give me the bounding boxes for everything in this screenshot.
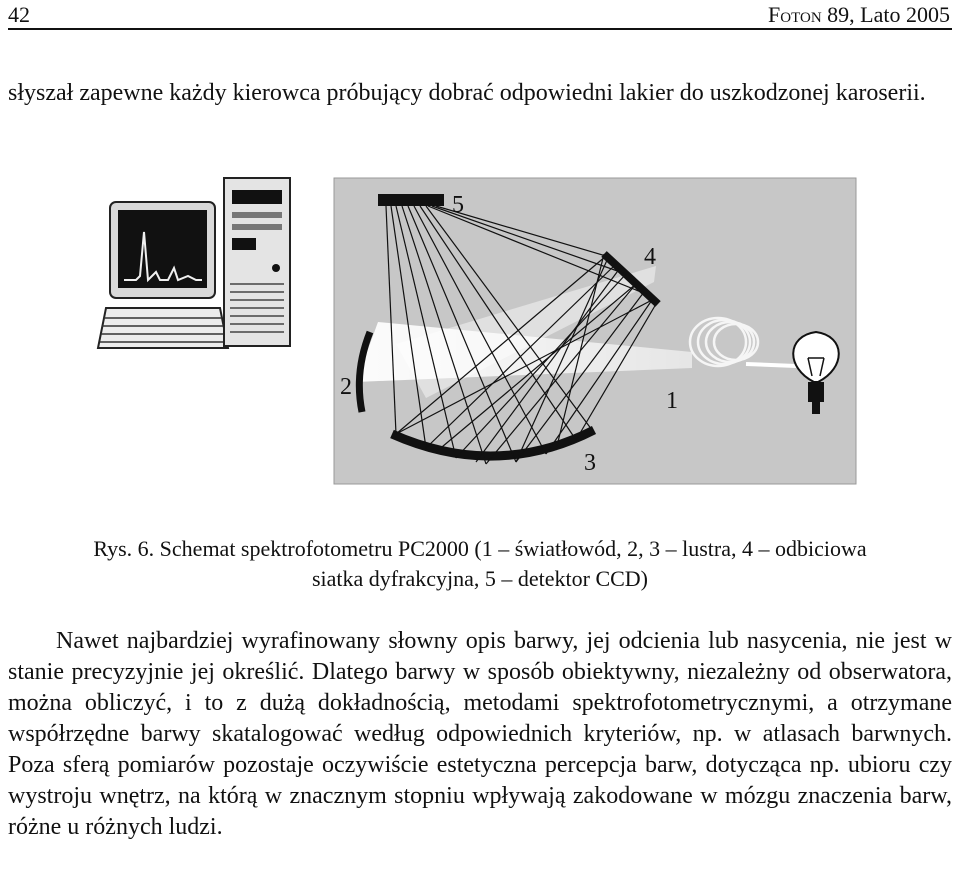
label-5: 5 bbox=[452, 192, 464, 218]
ccd-detector bbox=[378, 194, 444, 206]
journal-issue: 89, Lato 2005 bbox=[821, 2, 950, 27]
computer-tower-icon bbox=[224, 178, 290, 346]
spectrophotometer-figure bbox=[96, 172, 864, 492]
figure-diagram bbox=[96, 172, 864, 492]
journal-name: Foton bbox=[768, 2, 822, 27]
label-1: 1 bbox=[666, 388, 678, 414]
label-4: 4 bbox=[644, 244, 656, 270]
monitor-icon bbox=[110, 202, 215, 298]
journal-title bbox=[768, 2, 950, 28]
caption-line-1: Rys. 6. Schemat spektrofotometru PC2000 (1 – światłowód, 2, 3 – lustra, 4 – odbiciowa bbox=[93, 536, 867, 561]
fiber-beam bbox=[746, 364, 796, 366]
paragraph-main: Nawet najbardziej wyrafinowany słowny opis barwy, jej odcienia lub nasycenia, nie jest w stanie precyzyjnie jej określić. Dlatego barwy w sposób obiektywny, niezależny od obserwatora, można obliczyć, i to z dużą dokładnością, metodami spektrofotometrycznymi, a otrzymane współrzędne barwy skatalogować według odpowiednich kryteriów, np. w atlasach barwnych. Poza sferą pomiarów pozostaje oczywiście estetyczna percepcja barw, dotycząca np. ubioru czy wystroju wnętrz, na którą w znacznym stopniu wpływają zakodowane w mózgu znaczenia barw, różne u różnych ludzi. bbox=[8, 628, 952, 840]
keyboard-icon bbox=[98, 308, 228, 348]
label-2: 2 bbox=[340, 374, 352, 400]
label-3: 3 bbox=[584, 450, 596, 476]
paragraph-continuation: słyszał zapewne każdy kierowca próbujący dobrać odpowiedni lakier do uszkodzonej karoserii. bbox=[8, 80, 926, 106]
figure-caption bbox=[40, 534, 920, 594]
page-number: 42 bbox=[8, 2, 30, 27]
running-header bbox=[8, 2, 952, 30]
caption-line-2: siatka dyfrakcyjna, 5 – detektor CCD) bbox=[311, 566, 648, 591]
